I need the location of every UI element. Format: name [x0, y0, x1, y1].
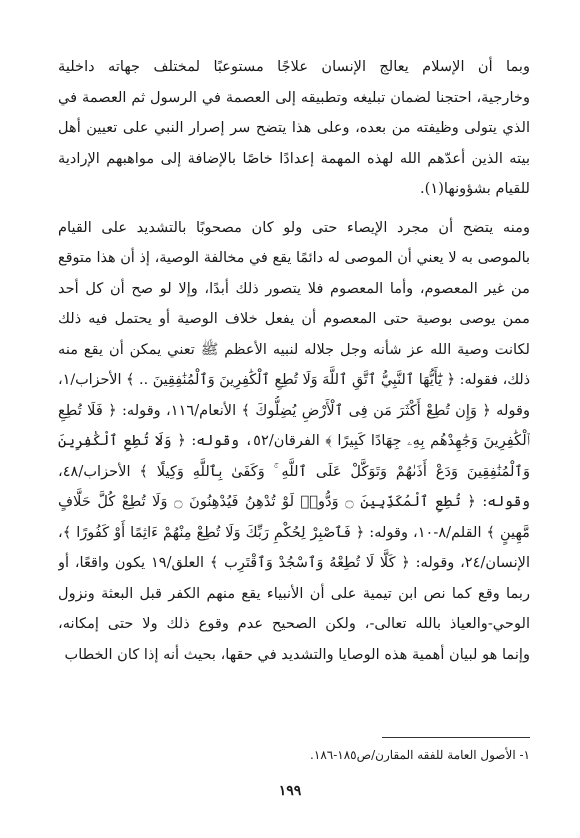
text-line: الإنسان/٢٤، وقوله: ﴿ كَلَّا لَا تُطِعْهُ وَٱسْجُدْ وَٱقْتَرِب ﴾ العلق/١٩ يكون واقعًا، أو — [58, 554, 530, 571]
text-line: ذلك، فقوله: ﴿ يَٰٓأَيُّهَا ٱلنَّبِيُّ ٱتَّقِ ٱللَّهَ وَلَا تُطِعِ ٱلْكَٰفِرِينَ وَٱلْمُنَٰفِقِينَ .. ﴾ الأحزاب/١، — [58, 372, 530, 388]
text-line: وبما أن الإسلام يعالج الإنسان علاجًا مستوعبًا لمختلف جهاته داخلية — [58, 58, 530, 75]
footnote-divider — [382, 737, 530, 738]
text-line: بالموصى به لا يعني أن الموصى له دائمًا يقع في مخالفة الوصية، إذ أن هذا متوقع — [58, 250, 530, 266]
paragraph-1 — [58, 52, 530, 205]
text-line: ٱلْكَٰفِرِينَ وَجَٰهِدْهُم بِهِۦ جِهَادًا كَبِيرًا ﴾ الفرقان/٥٢، وقوله: ﴿ وَلَا تُطِعِ ٱلْكَٰفِرِينَ — [58, 432, 530, 449]
text-line: الوحي-والعياذ بالله تعالى-، ولكن الصحيح عدم وقوع ذلك ولا حتى إمكانه، — [58, 615, 530, 632]
text-line: بيته الذين أعدّهم الله لهذه المهمة إعدادًا خاصًا بالإضافة إلى مواهبهم الإرادية — [58, 149, 530, 167]
text-line: من غير المعصوم، وأما المعصوم فلا يتصور ذلك أبدًا، وإلا لو صح أن كل أحد — [58, 279, 530, 297]
text-line: وقوله: ﴿ تُطِعِ ٱلْمُكَذِّبِينَ ۝ وَدُّوا۟ لَوْ تُدْهِنُ فَيُدْهِنُونَ ۝ وَلَا تُطِعْ كُلَّ حَلَّافٍ — [58, 493, 530, 510]
text-line: وإنما هو لبيان أهمية هذه الوصايا والتشديد في حقها، بحيث أنه إذا كان الخطاب — [64, 645, 530, 663]
footnote: ١- الأصول العامة للفقه المقارن/ص١٨٥-١٨٦. — [310, 748, 530, 762]
text-line: للقيام بشؤونها(١). — [420, 180, 530, 197]
text-line: وقوله ﴿ وَإِن تُطِعْ أَكْثَرَ مَن فِى ٱلْأَرْضِ يُضِلُّوكَ ﴾ الأنعام/١١٦، وقوله: ﴿ فَلَا تُطِعِ — [58, 401, 530, 419]
paragraph-gap — [58, 205, 530, 213]
text-line: ممن يوصى بوصية حتى المعصوم أن يفعل خلاف الوصية أو يحتمل فيه ذلك — [58, 310, 530, 327]
text-line: وخارجية، احتجنا لضمان تبليغه وتطبيقه إلى العصمة في الرسول ثم العصمة في — [58, 88, 530, 106]
page-number: ١٩٩ — [278, 783, 302, 799]
text-line: وَٱلْمُنَٰفِقِينَ وَدَعْ أَذَىٰهُمْ وَتَوَكَّلْ عَلَى ٱللَّهِ ۚ وَكَفَىٰ بِٱللَّهِ وَكِيلًا ﴾ الأحزاب/٤٨، — [58, 462, 530, 480]
text-line: ربما وقع كما نص ابن تيمية على أن الأنبياء يقع منهم الكفر قبل البعثة ونزول — [58, 584, 530, 602]
text-line: لكانت وصية الله عز شأنه وجل جلاله لنبيه الأعظم ﷺ تعني يمكن أن يقع منه — [58, 340, 530, 358]
body-text — [58, 52, 530, 670]
text-line: مَّهِينٍ ﴾ القلم/٨-١٠، وقوله: ﴿ فَٱصْبِرْ لِحُكْمِ رَبِّكَ وَلَا تُطِعْ مِنْهُمْ ءَاثِمًا أَوْ كَفُورًا ﴾، — [58, 523, 530, 541]
text-line: ومنه يتضح أن مجرد الإيصاء حتى ولو كان مصحوبًا بالتشديد على القيام — [58, 218, 530, 236]
text-line: الذي يتولى وظيفته من بعده، وعلى هذا يتضح سر إصرار النبي على تعيين أهل — [58, 119, 530, 136]
paragraph-2 — [58, 213, 530, 671]
